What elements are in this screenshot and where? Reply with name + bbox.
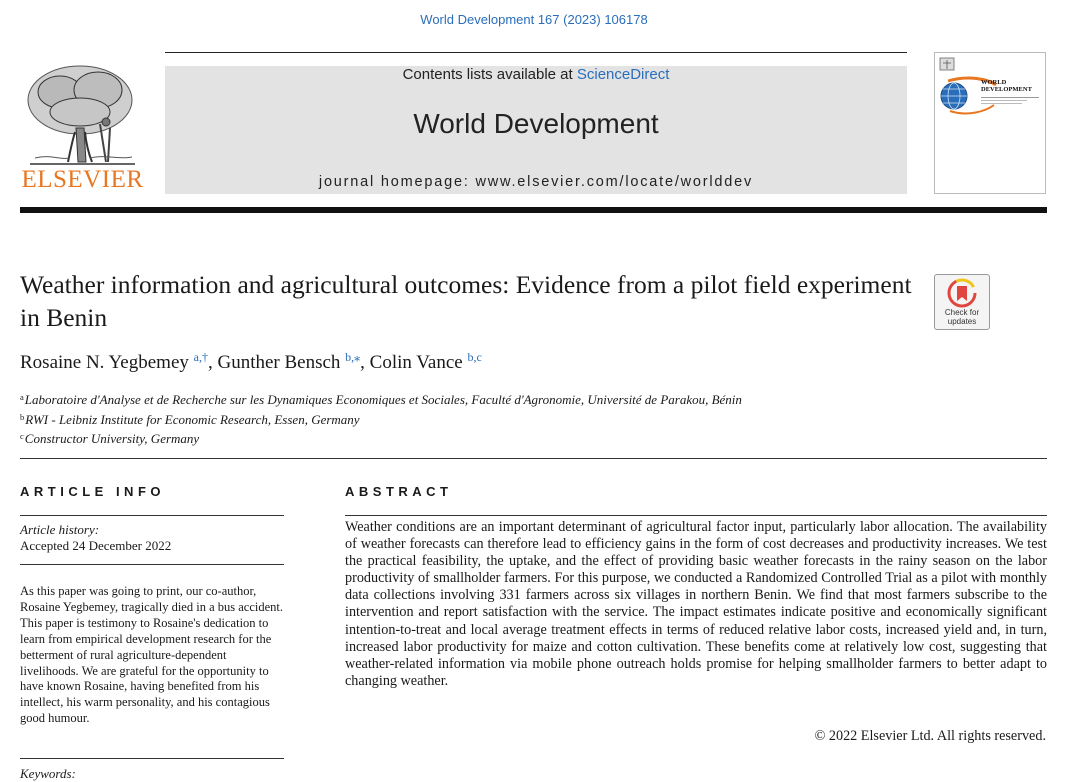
author-1-affiliation-marks[interactable]: a,† [193,350,208,364]
affiliation-text: Laboratoire d'Analyse et de Recherche sur les Dynamiques Economiques et Sociales, Faculté d'Agronomie, Université de Parakou, Bénin [24,392,742,407]
section-rule [20,458,1047,459]
affiliation-a [20,389,742,409]
journal-citation[interactable]: World Development 167 (2023) 106178 [420,12,648,27]
keywords-label: Keywords: [20,766,76,781]
homepage-line [165,174,907,190]
check-for-updates-badge[interactable] [934,274,990,330]
homepage-prefix: journal homepage: [318,174,476,190]
sciencedirect-link[interactable]: ScienceDirect [576,66,670,83]
affiliation-mark: c [20,431,24,441]
elsevier-tree-icon [20,62,145,170]
elsevier-mini-logo-icon [939,57,955,71]
info-rule-middle [20,564,284,565]
contents-line [165,66,907,83]
journal-banner [165,66,907,194]
cover-title [981,79,1032,93]
affiliation-list [20,389,742,448]
article-history-label: Article history: [20,522,100,537]
author-list [20,350,482,374]
journal-cover[interactable] [934,52,1046,194]
bookmark-ribbon-icon [947,278,977,308]
abstract-text: Weather conditions are an important determinant of agricultural factor input, particularly labor allocation. The availability of weather forecasts can therefore lead to efficiency gains in the form of cost decreases and productivity increases. We test the practical feasibility, the uptake, and the effect of providing basic weather forecasts in the rainy season on the labor productivity of smallholder farmers. For this purpose, we conducted a Randomized Controlled Trial as a pilot with monthly data collections involving 331 farmers across six villages in northern Benin. We find that most farmers subscribe to the intervention and report satisfaction with the service. The impact estimates indicate positive and economically significant intention-to-treat and local average treatment effects in terms of reduced relative labor costs, increased yield and, in turn, increased labor productivity for maize and cotton cultivation. These benefits come at relatively low cost, suggesting that weather-related information via mobile phone outreach holds promise for helping smallholder farmers to better adapt to changing weather. [345,519,1047,689]
info-rule-top [20,515,284,516]
affiliation-text: RWI - Leibniz Institute for Economic Research, Essen, Germany [25,411,360,427]
badge-label [935,308,989,326]
abstract-heading: ABSTRACT [345,484,453,499]
author-2-name[interactable]: Gunther Bensch [217,352,341,373]
article-title: Weather information and agricultural outcomes: Evidence from a pilot field experiment in Benin [20,270,912,332]
cover-title-line1: WORLD [981,79,1007,86]
info-rule-bottom [20,758,284,759]
homepage-link[interactable]: www.elsevier.com/locate/worlddev [475,174,754,190]
abstract-rule-top [345,515,1047,516]
affiliation-text: Constructor University, Germany [24,431,200,446]
contents-prefix: Contents lists available at [402,66,577,83]
author-separator: , [360,352,370,373]
copyright-notice: © 2022 Elsevier Ltd. All rights reserved. [814,728,1046,744]
memorial-note: As this paper was going to print, our co-author, Rosaine Yegbemey, tragically died in a bus accident. This paper is testimony to Rosaine's dedication to learn from empirical development research for the betterment of rural agriculture-dependent livelihoods. We are grateful for the opportunity to have known Rosaine, having benefited from his intellect, his warm personality, and his contagious good humour. [20,584,284,726]
journal-title: World Development [413,108,659,139]
header-thick-rule [20,207,1047,213]
article-info-heading: ARTICLE INFO [20,484,165,499]
author-3-name[interactable]: Colin Vance [369,352,463,373]
accepted-date: Accepted 24 December 2022 [20,538,172,553]
affiliation-mark: a [20,392,24,402]
badge-line2: updates [947,317,977,326]
cover-title-line2: DEVELOPMENT [981,86,1032,93]
elsevier-wordmark: ELSEVIER [21,166,144,193]
affiliation-b [20,409,742,429]
affiliation-c [20,428,742,448]
header-rule [165,52,907,53]
affiliation-mark: b [20,411,25,422]
cover-fineprint [981,95,1039,106]
badge-line1: Check for [944,308,980,317]
author-1-name[interactable]: Rosaine N. Yegbemey [20,352,189,373]
elsevier-logo[interactable] [20,62,145,194]
author-separator: , [207,352,218,373]
author-2-affiliation-marks[interactable]: b,⁎ [345,350,361,364]
author-3-affiliation-marks[interactable]: b,c [467,350,482,364]
